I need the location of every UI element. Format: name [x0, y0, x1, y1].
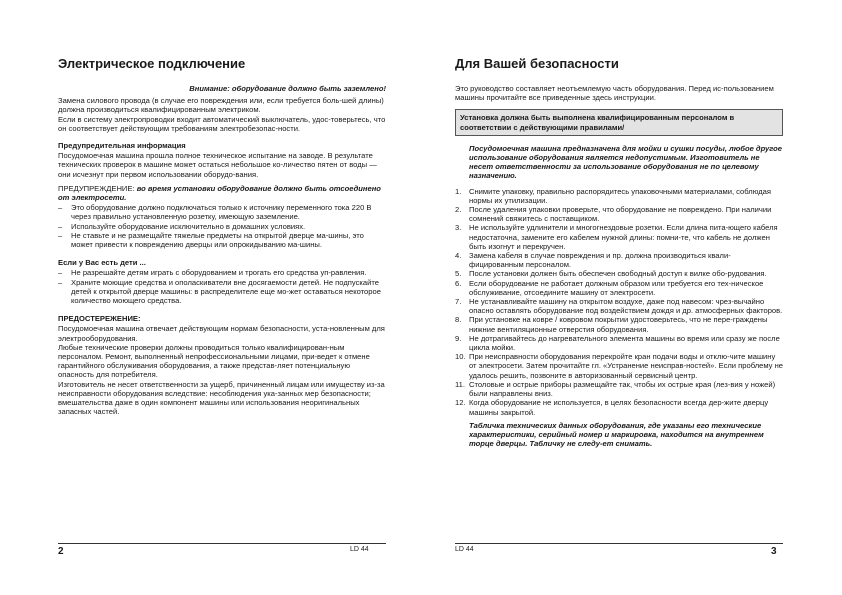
list-item: [455, 297, 783, 315]
list-item: – Не ставьте и не размещайте тяжелые предметы на открытой дверце ма-шины, это может привести к повреждению дверцы или опрокидыванию ма-шины.: [58, 231, 386, 249]
page-title: Электрическое подключение: [58, 56, 246, 71]
step-number: 9.: [455, 333, 462, 343]
list-item: [455, 251, 783, 269]
list-item: – Храните моющие средства и ополаскиватели вне досягаемости детей. Не подпускайте детей к открытой дверце машины: в распределителе еще мо-жет оставаться некоторое количество моющего средства.: [58, 278, 386, 306]
step-text: При неисправности оборудования перекройте кран подачи воды и отклю-чите машину от электросети. Затем прочитайте гл. «Устранение неисправ-ностей». Если проблему не удалось решить, позвоните в авторизованный сервисный центр.: [469, 352, 784, 380]
footer-divider: [455, 543, 783, 544]
step-text: Не используйте удлинители и многогнездовые розетки. Если длина пита-ющего кабеля недостаточна, замените его кабелем нужной длины: помни-те, что кабель не должен быть изогнут и перекручен.: [469, 223, 778, 251]
page-right: [421, 0, 842, 595]
step-text: Снимите упаковку, правильно распорядитесь упаковочными материалами, соблюдая нормы их утилизации.: [469, 186, 772, 205]
list-item: [455, 223, 783, 251]
step-number: 11.: [455, 379, 465, 389]
step-text: Если оборудование не работает должным образом или требуется его тех-ническое обслуживание, отсоедините машину от электросети.: [469, 278, 764, 297]
step-number: 7.: [455, 297, 462, 307]
step-number: 6.: [455, 278, 462, 288]
list-item: – Это оборудование должно подключаться только к источнику переменного тока 220 В через правильно установленную розетку, имеющую заземление.: [58, 203, 386, 221]
step-text: После установки должен быть обеспечен свободный доступ к вилке обо-рудования.: [469, 269, 767, 279]
step-number: 5.: [455, 269, 462, 279]
step-text: Не дотрагивайтесь до нагревательного элемента машины во время или сразу же после цикла мойки.: [469, 333, 780, 353]
step-text: После удаления упаковки проверьте, что оборудование не повреждено. При наличии сомнений свяжитесь с поставщиком.: [469, 205, 772, 224]
section-heading: Если у Вас есть дети ...: [58, 258, 146, 268]
list-item: [455, 352, 783, 380]
intro-paragraph: Замена силового провода (в случае его повреждения или, если требуется боль-шей длины) должна производиться квалифицированным электриком.: [58, 96, 384, 115]
step-text: Замена кабеля в случае повреждения и пр. должна производиться квали-фицированным персоналом.: [469, 251, 731, 270]
warning-text: во время установки оборудование должно быть отсоединено от электросети.: [58, 183, 381, 203]
step-text: При установке на ковре / ковровом покрытии удостоверьтесь, что не пере-граждены нижние вентиляционные отверстия оборудования.: [469, 315, 768, 334]
step-number: 1.: [455, 186, 462, 196]
list-item: [455, 279, 783, 297]
caution-paragraph: Изготовитель не несет ответственности за ущерб, причиненный лицам или имуществу из-за неисправности оборудования вследствие: несоблюдения ука-занных мер безопасности; вмешательства даже в один компонент машины или использования неоригинальных запасных частей.: [58, 379, 385, 417]
section-heading: Предупредительная информация: [58, 141, 186, 151]
purpose-statement: Посудомоечная машина предназначена для мойки и сушки посуды, любое другое использование оборудования является недопустимым. Изготовитель не несет ответственности за использование оборудования не по целевому назначению.: [469, 143, 783, 181]
model-label: LD 44: [350, 546, 369, 553]
warning-label: ПРЕДУПРЕЖДЕНИЕ:: [58, 183, 135, 193]
list-item: [455, 398, 783, 416]
step-text: Столовые и острые приборы размещайте так, чтобы их острые края (лез-вия у ножей) были направлены вниз.: [469, 379, 776, 399]
footer-divider: [58, 543, 386, 544]
list-item: – Используйте оборудование исключительно в домашних условиях.: [58, 222, 386, 231]
step-number: 12.: [455, 398, 466, 408]
model-label: LD 44: [455, 546, 474, 553]
step-number: 4.: [455, 251, 462, 261]
step-number: 2.: [455, 205, 462, 215]
step-number: 10.: [455, 352, 466, 362]
page-title: Для Вашей безопасности: [455, 56, 619, 71]
precaution-text: Посудомоечная машина прошла полное техническое испытание на заводе. В результате технических проверок в машине может остаться небольшое ко-личество пятен от воды — они исчезнут при первом использовании оборудо-вания.: [58, 151, 377, 179]
intro-paragraph: Это руководство составляет неотъемлемую часть оборудования. Перед ис-пользованием машины прочитайте все приведенные здесь инструкции.: [455, 84, 774, 103]
left-column: [58, 56, 386, 417]
step-number: 8.: [455, 315, 462, 325]
rating-plate-note: Табличка технических данных оборудования, где указаны его технические характеристики, серийный номер и маркировка, находится на внутреннем торце дверцы. Табличку не следу-ет снимать.: [469, 420, 764, 449]
children-list: [58, 268, 386, 305]
list-item: [455, 269, 783, 278]
caution-paragraph: Любые технические проверки должны проводиться только квалифицирован-ным персоналом. Ремонт, выполненный непрофессиональными лицами, при-ведет к отмене гарантийного обслуживания оборудования, а также представ-ляет потенциальную опасность для потребителя.: [58, 342, 370, 380]
list-item: – Не разрешайте детям играть с оборудованием и трогать его средства уп-равления.: [58, 268, 386, 277]
page-number: 2: [58, 546, 64, 557]
list-item: [455, 205, 783, 223]
list-item: [455, 315, 783, 333]
section-heading: ПРЕДОСТЕРЕЖЕНИЕ:: [58, 314, 141, 324]
safety-steps-list: [455, 187, 783, 417]
intro-paragraph: Если в систему электропроводки входит автоматический выключатель, удос-товерьтесь, что он соответствует действующим требованиям электробезопас-ности.: [58, 114, 386, 133]
precaution-list: [58, 203, 386, 249]
step-text: Когда оборудование не используется, в целях безопасности всегда дер-жите дверцу машины закрытой.: [469, 398, 769, 417]
grounding-warning: Внимание: оборудование должно быть заземлено!: [189, 84, 386, 93]
step-text: Не устанавливайте машину на открытом воздухе, даже под навесом: чрез-вычайно опасно оставлять оборудование под воздействием дождя и др. атмосферных факторов.: [469, 297, 783, 316]
installation-notice-box: Установка должна быть выполнена квалифицированным персоналом в соответствии с действующими правилами/: [455, 109, 783, 135]
right-column: [455, 56, 783, 448]
page-number: 3: [771, 546, 777, 557]
caution-paragraph: Посудомоечная машина отвечает действующим нормам безопасности, уста-новленным для электрооборудования.: [58, 324, 385, 343]
precaution-warning: [58, 184, 386, 202]
list-item: [455, 334, 783, 352]
step-number: 3.: [455, 223, 462, 233]
list-item: [455, 380, 783, 398]
list-item: [455, 187, 783, 205]
